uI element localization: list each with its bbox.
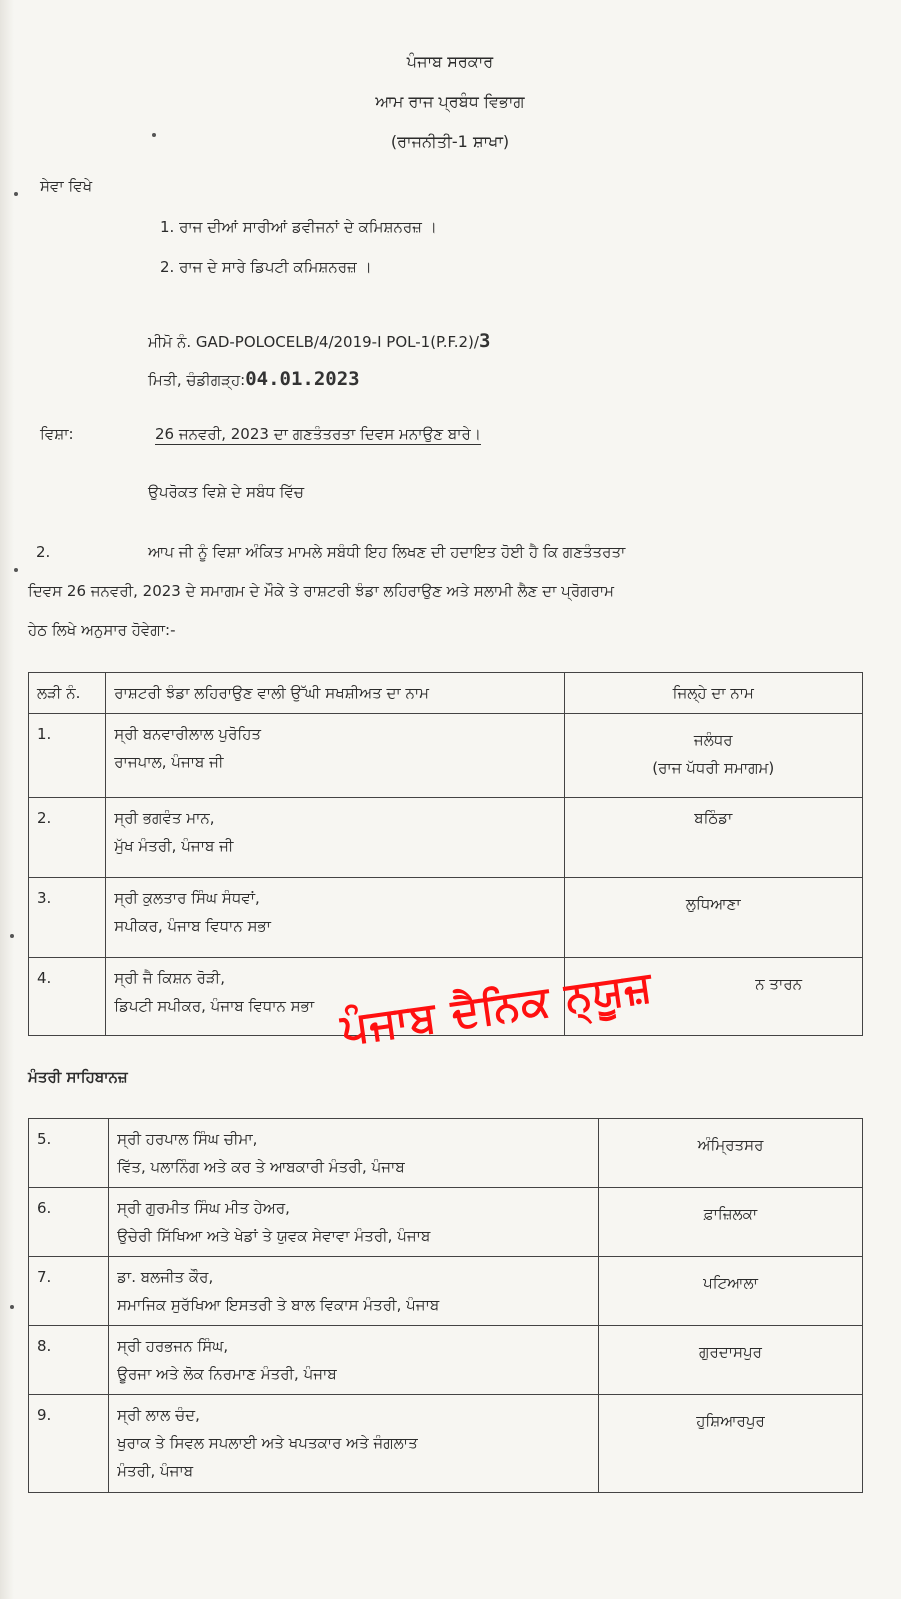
scan-speck xyxy=(10,934,14,938)
header-government: ਪੰਜਾਬ ਸਰਕਾਰ xyxy=(406,52,494,71)
watermark-stamp: ਪੰਜਾਬ ਦੈਨਿਕ ਨ੍ਯੂਜ਼ xyxy=(338,961,656,1054)
paragraph-line-2: ਦਿਵਸ 26 ਜਨਵਰੀ, 2023 ਦੇ ਸਮਾਗਮ ਦੇ ਮੌਕੇ ਤੇ ਰਾਸ਼ਟਰੀ ਝੰਡਾ ਲਹਿਰਾਉਣ ਅਤੇ ਸਲਾਮੀ ਲੈਣ ਦਾ ਪ੍ਰੋਗਰਾਮ xyxy=(28,582,615,600)
scan-speck xyxy=(14,192,18,196)
col-header-dignitary: ਰਾਸ਼ਟਰੀ ਝੰਡਾ ਲਹਿਰਾਉਣ ਵਾਲੀ ਉੱਘੀ ਸਖਸ਼ੀਅਤ ਦਾ ਨਾਮ xyxy=(106,673,564,714)
subject-label: ਵਿਸ਼ਾ: xyxy=(40,425,74,443)
table-row: 8. ਸ੍ਰੀ ਹਰਭਜਨ ਸਿੰਘ, ਊਰਜਾ ਅਤੇ ਲੋਕ ਨਿਰਮਾਣ ਮੰਤਰੀ, ਪੰਜਾਬ ਗੁਰਦਾਸਪੁਰ xyxy=(29,1326,863,1395)
paragraph-2 xyxy=(28,533,868,650)
paragraph-number: 2. xyxy=(36,543,51,561)
addressee-label: ਸੇਵਾ ਵਿਖੇ xyxy=(40,177,93,195)
header-branch: (ਰਾਜਨੀਤੀ-1 ਸ਼ਾਖਾ) xyxy=(390,132,510,151)
table-row: 7. ਡਾ. ਬਲਜੀਤ ਕੌਰ, ਸਮਾਜਿਕ ਸੁਰੱਖਿਆ ਇਸਤਰੀ ਤੇ ਬਾਲ ਵਿਕਾਸ ਮੰਤਰੀ, ਪੰਜਾਬ ਪਟਿਆਲਾ xyxy=(29,1257,863,1326)
addressee-item-2: 2. ਰਾਜ ਦੇ ਸਾਰੇ ਡਿਪਟੀ ਕਮਿਸ਼ਨਰਜ਼ । xyxy=(160,258,372,276)
page-edge-shadow xyxy=(0,0,14,1599)
flag-hoisting-table-dignitaries xyxy=(28,672,863,1036)
scan-speck xyxy=(152,133,156,137)
table-row: 4. ਸ੍ਰੀ ਜੈ ਕਿਸ਼ਨ ਰੋੜੀ, ਡਿਪਟੀ ਸਪੀਕਰ, ਪੰਜਾਬ ਵਿਧਾਨ ਸਭਾ ਨ ਤਾਰਨ xyxy=(29,958,863,1036)
col-header-serial: ਲੜੀ ਨੰ. xyxy=(29,673,106,714)
paragraph-line-1: 2. ਆਪ ਜੀ ਨੂੰ ਵਿਸ਼ਾ ਅੰਕਿਤ ਮਾਮਲੇ ਸਬੰਧੀ ਇਹ ਲਿਖਣ ਦੀ ਹਦਾਇਤ ਹੋਈ ਹੈ ਕਿ ਗਣਤੰਤਰਤਾ xyxy=(28,533,868,572)
reference-line: ਉਪਰੋਕਤ ਵਿਸ਼ੇ ਦੇ ਸਬੰਧ ਵਿੱਚ xyxy=(148,483,304,501)
memo-date xyxy=(148,368,360,390)
table-row: 2. ਸ੍ਰੀ ਭਗਵੰਤ ਮਾਨ, ਮੁੱਖ ਮੰਤਰੀ, ਪੰਜਾਬ ਜੀ ਬਠਿੰਡਾ xyxy=(29,798,863,878)
memo-date-label: ਮਿਤੀ, ਚੰਡੀਗੜ੍ਹ: xyxy=(148,371,246,389)
col-header-district: ਜਿਲ੍ਹੇ ਦਾ ਨਾਮ xyxy=(564,673,862,714)
memo-number xyxy=(148,330,490,352)
memo-date-handwritten: 04.01.2023 xyxy=(245,368,360,390)
memo-number-handwritten: 3 xyxy=(478,330,491,352)
header-department: ਆਮ ਰਾਜ ਪ੍ਰਬੰਧ ਵਿਭਾਗ xyxy=(375,92,525,111)
addressee-item-1: 1. ਰਾਜ ਦੀਆਂ ਸਾਰੀਆਂ ਡਵੀਜਨਾਂ ਦੇ ਕਮਿਸ਼ਨਰਜ਼ । xyxy=(160,218,437,236)
scan-speck xyxy=(14,568,18,572)
table-row: 6. ਸ੍ਰੀ ਗੁਰਮੀਤ ਸਿੰਘ ਮੀਤ ਹੇਅਰ, ਉਚੇਰੀ ਸਿੱਖਿਆ ਅਤੇ ਖੇਡਾਂ ਤੇ ਯੁਵਕ ਸੇਵਾਵਾ ਮੰਤਰੀ, ਪੰਜਾਬ ਫ਼ਾਜ਼ਿਲਕਾ xyxy=(29,1188,863,1257)
table-header-row xyxy=(29,673,863,714)
table-row: 5. ਸ੍ਰੀ ਹਰਪਾਲ ਸਿੰਘ ਚੀਮਾ, ਵਿੱਤ, ਪਲਾਨਿੰਗ ਅਤੇ ਕਰ ਤੇ ਆਬਕਾਰੀ ਮੰਤਰੀ, ਪੰਜਾਬ ਅੰਮ੍ਰਿਤਸਰ xyxy=(29,1119,863,1188)
table-row: 1. ਸ੍ਰੀ ਬਨਵਾਰੀਲਾਲ ਪੁਰੋਹਿਤ ਰਾਜਪਾਲ, ਪੰਜਾਬ ਜੀ ਜਲੰਧਰ (ਰਾਜ ਪੱਧਰੀ ਸਮਾਗਮ) xyxy=(29,714,863,798)
table-row: 3. ਸ੍ਰੀ ਕੁਲਤਾਰ ਸਿੰਘ ਸੰਧਵਾਂ, ਸਪੀਕਰ, ਪੰਜਾਬ ਵਿਧਾਨ ਸਭਾ ਲੁਧਿਆਣਾ xyxy=(29,878,863,958)
ministers-heading: ਮੰਤਰੀ ਸਾਹਿਬਾਨਜ਼ xyxy=(28,1068,128,1086)
subject-text: 26 ਜਨਵਰੀ, 2023 ਦਾ ਗਣਤੰਤਰਤਾ ਦਿਵਸ ਮਨਾਉਣ ਬਾਰੇ। xyxy=(155,425,481,443)
scan-speck xyxy=(10,1305,14,1309)
flag-hoisting-table-ministers xyxy=(28,1118,863,1493)
paragraph-line-3: ਹੇਠ ਲਿਖੇ ਅਨੁਸਾਰ ਹੋਵੇਗਾ:- xyxy=(28,621,176,639)
table-row: 9. ਸ੍ਰੀ ਲਾਲ ਚੰਦ, ਖੁਰਾਕ ਤੇ ਸਿਵਲ ਸਪਲਾਈ ਅਤੇ ਖਪਤਕਾਰ ਅਤੇ ਜੰਗਲਾਤ ਮੰਤਰੀ, ਪੰਜਾਬ ਹੁਸ਼ਿਆਰਪੁਰ xyxy=(29,1395,863,1493)
memo-number-label: ਮੀਮੋ ਨੰ. GAD-POLOCELB/4/2019-I POL-1(P.F.2)/ xyxy=(148,333,479,351)
